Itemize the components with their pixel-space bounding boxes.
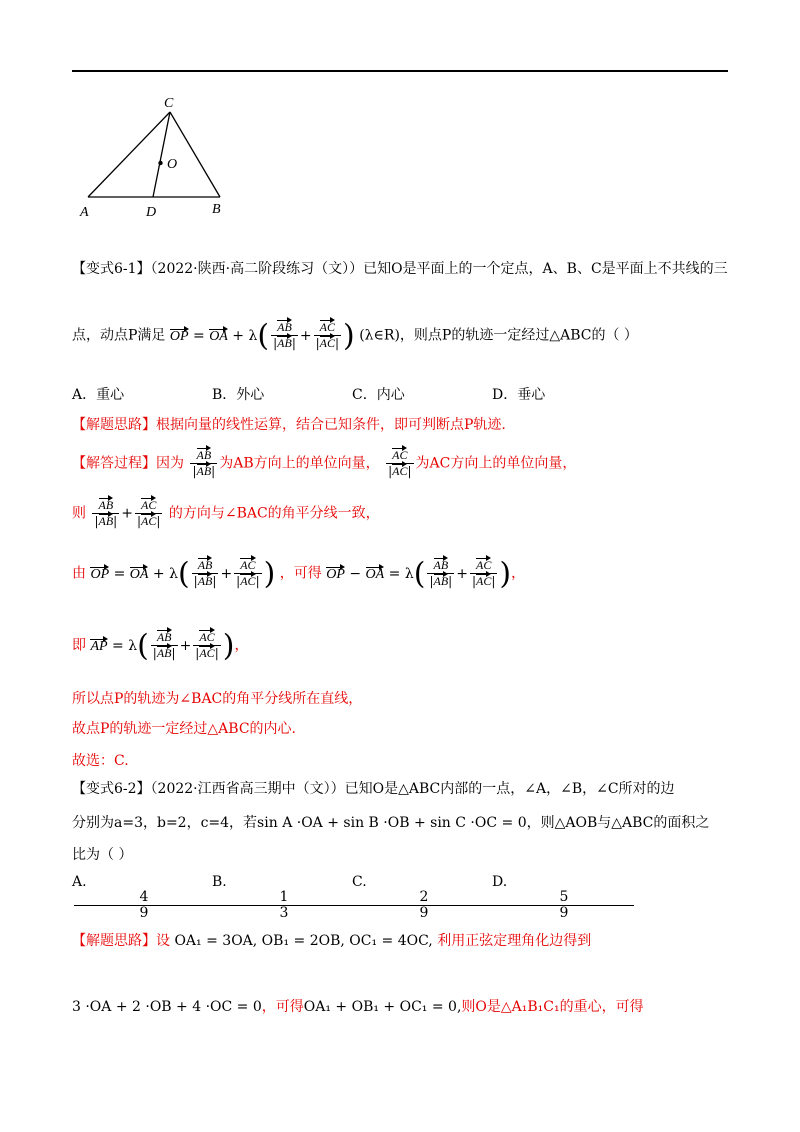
q1-proc-line3: 由 OP = OA + λ( $\frac{AB}{|AB|}$ + $\frac{AC}{|AC|}$ ) ，可得 OP − OA = λ( $\frac{AB}{|AB|}$ + $\frac{AC}{|AC|}$ )， bbox=[72, 556, 526, 591]
q1-stem-line1 bbox=[72, 258, 728, 278]
q1-stem1: 已知O是平面上的一个定点，A、B、C是平面上不共线的三 bbox=[363, 261, 728, 277]
q1-answer: 故选：C. bbox=[72, 753, 129, 769]
q2-options bbox=[72, 874, 632, 921]
header-rule bbox=[72, 70, 728, 72]
q2-last-line: 3 ·OA + 2 ·OB + 4 ·OC = 0，可得OA₁ + OB₁ + OC₁ = 0,则O是△A₁B₁C₁的重心，可得 bbox=[72, 999, 644, 1015]
triangle-figure bbox=[72, 92, 242, 222]
q2-option-b: B. $\frac{1}{3}$ bbox=[212, 874, 352, 921]
q1-option-d: D．垂心 bbox=[492, 387, 546, 403]
q1-proc-line1: 【解答过程】因为 $\frac{AB}{|AB|}$ 为AB方向上的单位向量， $\frac{AC}{|AC|}$ 为AC方向上的单位向量， bbox=[72, 448, 577, 478]
q1-formula: OP = OA + λ( $\frac{AB}{|AB|}$ + $\frac{AC}{|AC|}$ ) bbox=[169, 318, 355, 353]
q1-proc-line5: 所以点P的轨迹为∠BAC的角平分线所在直线， bbox=[72, 691, 363, 707]
q2-option-c: C. $\frac{2}{9}$ bbox=[352, 874, 492, 921]
label-D: D bbox=[146, 205, 157, 220]
q2-idea: 【解题思路】设 OA₁ = 3OA, OB₁ = 2OB, OC₁ = 4OC, 利用正弦定理角化边得到 bbox=[72, 933, 592, 949]
q2-option-a: A. $\frac{4}{9}$ bbox=[72, 874, 212, 921]
q2-stem-line2: 分别为a=3，b=2，c=4，若sin A ·OA + sin B ·OB + sin C ·OC = 0，则△AOB与△ABC的面积之 bbox=[72, 815, 710, 831]
label-B: B bbox=[212, 202, 221, 217]
q2-option-d: D. $\frac{5}{9}$ bbox=[492, 874, 632, 921]
q1-proc-line6: 故点P的轨迹一定经过△ABC的内心. bbox=[72, 721, 297, 737]
q1-tag: 【变式6-1】 bbox=[72, 261, 151, 277]
q1-source: （2022·陕西·高二阶段练习（文）） bbox=[150, 261, 364, 277]
label-O: O bbox=[167, 157, 178, 172]
q1-options bbox=[72, 384, 632, 404]
q2-tag: 【变式6-2】 bbox=[72, 781, 151, 797]
q2-stem-line1: 【变式6-2】（2022·江西省高三期中（文））已知O是△ABC内部的一点，∠A，∠B，∠C所对的边 bbox=[72, 781, 675, 797]
q2-stem-line3: 比为（ ） bbox=[72, 847, 133, 863]
label-C: C bbox=[164, 96, 174, 111]
q1-option-c: C．内心 bbox=[352, 387, 405, 403]
q2-source: （2022·江西省高三期中（文）） bbox=[150, 781, 345, 797]
q1-option-a: A．重心 bbox=[72, 387, 125, 403]
q1-stem-line2: 点，动点P满足 OP = OA + λ( $\frac{AB}{|AB|}$ + $\frac{AC}{|AC|}$ ) (λ∈R)，则点P的轨迹一定经过△ABC的（ ） bbox=[72, 318, 638, 353]
q1-proc-line4: 即 AP = λ( $\frac{AB}{|AB|}$ + $\frac{AC}{|AC|}$ )， bbox=[72, 628, 249, 663]
label-A: A bbox=[80, 205, 89, 220]
q1-option-b: B．外心 bbox=[212, 387, 265, 403]
q1-idea: 【解题思路】根据向量的线性运算，结合已知条件，即可判断点P轨迹. bbox=[72, 417, 506, 433]
q1-proc-line2: 则 $\frac{AB}{|AB|}$ + $\frac{AC}{|AC|}$ 的方向与∠BAC的角平分线一致， bbox=[72, 498, 380, 528]
